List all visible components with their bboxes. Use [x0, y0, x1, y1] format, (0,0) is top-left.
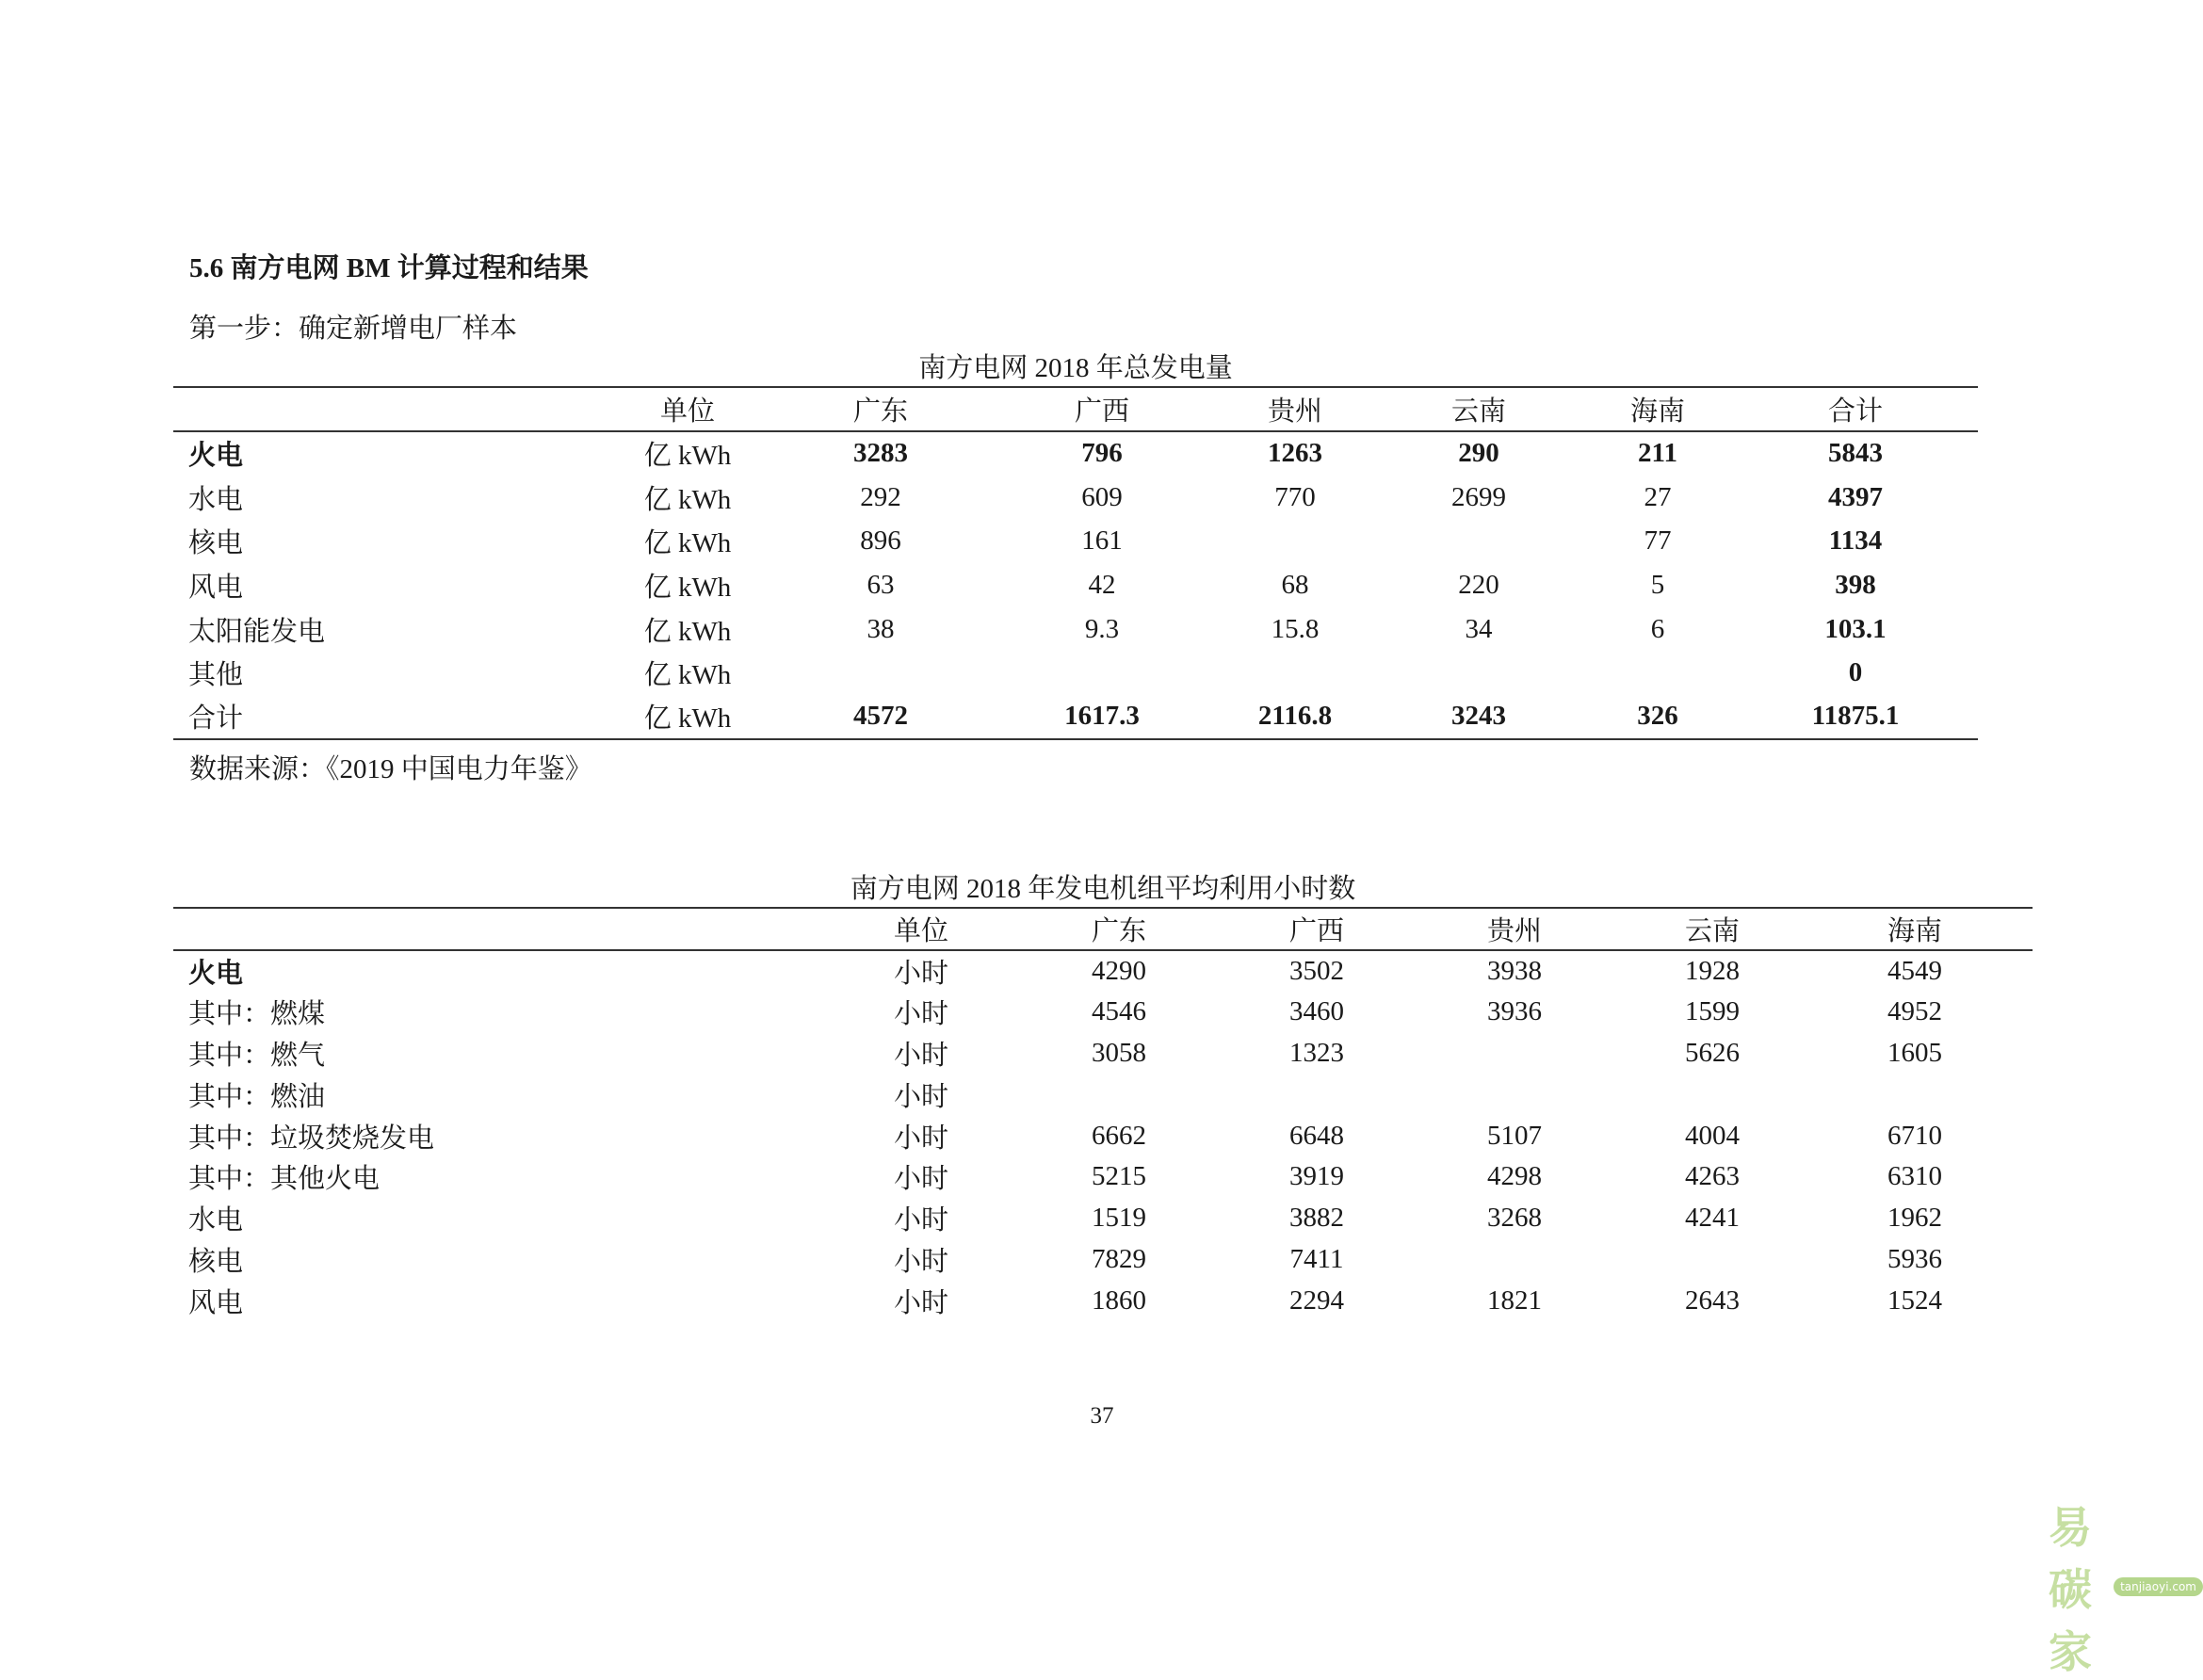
table-row	[173, 1239, 2033, 1281]
unit-cell: 亿 kWh	[643, 572, 732, 603]
value-cell: 1962	[1887, 1203, 1942, 1234]
unit-cell: 小时	[893, 1123, 948, 1154]
table-row	[173, 992, 2033, 1033]
value-cell: 1519	[1092, 1203, 1146, 1234]
value-cell: 609	[1081, 481, 1123, 512]
value-cell: 290	[1458, 438, 1499, 469]
column-header: 广西	[989, 387, 1215, 431]
value-cell	[989, 651, 1215, 695]
value-cell: 161	[1081, 525, 1123, 557]
value-cell: 77	[1644, 525, 1672, 557]
value-cell: 7829	[1092, 1243, 1146, 1274]
column-header	[173, 387, 603, 431]
header-row	[173, 387, 1978, 431]
value-cell	[1215, 519, 1375, 563]
watermark-url: tanjiaoyi.com	[2114, 1577, 2203, 1596]
table-row	[173, 1033, 2033, 1074]
value-cell: 6	[1650, 613, 1665, 644]
value-cell: 1928	[1685, 955, 1740, 986]
value-cell: 4290	[1092, 955, 1146, 986]
value-cell: 6710	[1887, 1120, 1942, 1151]
value-cell: 4263	[1685, 1161, 1740, 1192]
row-label: 风电	[188, 1287, 244, 1318]
value-cell: 5843	[1828, 438, 1883, 469]
value-cell	[1006, 1074, 1232, 1115]
value-cell: 2643	[1685, 1284, 1740, 1316]
value-cell	[1628, 1239, 1797, 1281]
value-cell: 896	[860, 525, 901, 557]
row-label: 其中：燃油	[188, 1081, 326, 1112]
value-cell: 5	[1650, 569, 1665, 600]
row-label: 其中：垃圾焚烧发电	[188, 1123, 435, 1154]
column-header: 合计	[1733, 387, 1978, 431]
value-cell: 3882	[1289, 1203, 1344, 1234]
table-row	[173, 563, 1978, 607]
table-row	[173, 1280, 2033, 1321]
unit-cell: 小时	[893, 1205, 948, 1236]
value-cell: 3460	[1289, 996, 1344, 1027]
value-cell: 3243	[1451, 701, 1506, 732]
value-cell: 4397	[1828, 481, 1883, 512]
column-header: 广西	[1232, 908, 1401, 950]
value-cell: 3283	[853, 438, 908, 469]
value-cell: 3919	[1289, 1161, 1344, 1192]
value-cell: 1605	[1887, 1037, 1942, 1068]
table-row	[173, 431, 1978, 476]
step-text: 第一步：确定新增电厂样本	[189, 314, 518, 344]
value-cell: 1263	[1268, 438, 1322, 469]
value-cell: 5107	[1487, 1120, 1542, 1151]
table-row	[173, 950, 2033, 992]
value-cell: 796	[1081, 438, 1123, 469]
value-cell: 4241	[1685, 1203, 1740, 1234]
section-heading: 5.6 南方电网 BM 计算过程和结果	[189, 253, 589, 283]
value-cell: 770	[1274, 481, 1316, 512]
row-label: 火电	[188, 441, 244, 472]
column-header	[173, 908, 836, 950]
column-header: 云南	[1628, 908, 1797, 950]
value-cell: 1323	[1289, 1037, 1344, 1068]
unit-cell: 小时	[893, 999, 948, 1030]
row-label: 核电	[188, 528, 244, 559]
column-header: 广东	[772, 387, 989, 431]
column-header: 贵州	[1401, 908, 1628, 950]
column-header: 贵州	[1215, 387, 1375, 431]
value-cell: 15.8	[1271, 613, 1320, 644]
column-header: 单位	[603, 387, 772, 431]
unit-cell: 亿 kWh	[643, 441, 732, 472]
row-label: 水电	[188, 1205, 244, 1236]
value-cell: 2699	[1451, 481, 1506, 512]
value-cell: 3936	[1487, 996, 1542, 1027]
watermark-text: 易碳家	[2049, 1502, 2093, 1677]
value-cell: 1821	[1487, 1284, 1542, 1316]
row-label: 核电	[188, 1246, 244, 1277]
column-header: 广东	[1006, 908, 1232, 950]
value-cell: 211	[1638, 438, 1677, 469]
value-cell: 68	[1281, 569, 1309, 600]
table-row	[173, 695, 1978, 739]
value-cell	[1232, 1074, 1401, 1115]
value-cell	[1401, 1033, 1628, 1074]
value-cell: 9.3	[1084, 613, 1120, 644]
value-cell	[1797, 1074, 2033, 1115]
value-cell: 326	[1637, 701, 1678, 732]
value-cell: 6310	[1887, 1161, 1942, 1192]
row-label: 其中：燃煤	[188, 999, 326, 1030]
unit-cell: 亿 kWh	[643, 616, 732, 647]
unit-cell: 小时	[893, 958, 948, 989]
value-cell: 34	[1465, 613, 1493, 644]
unit-cell: 小时	[893, 1287, 948, 1318]
unit-cell: 小时	[893, 1040, 948, 1071]
unit-cell: 小时	[893, 1246, 948, 1277]
unit-cell: 小时	[893, 1164, 948, 1195]
value-cell	[1628, 1074, 1797, 1115]
value-cell	[1375, 651, 1582, 695]
row-label: 水电	[188, 484, 244, 515]
generation-table	[173, 386, 1978, 740]
value-cell: 3268	[1487, 1203, 1542, 1234]
value-cell: 4546	[1092, 996, 1146, 1027]
column-header: 云南	[1375, 387, 1582, 431]
value-cell	[1401, 1239, 1628, 1281]
table-row	[173, 607, 1978, 652]
table-row	[173, 1198, 2033, 1239]
value-cell: 6662	[1092, 1120, 1146, 1151]
value-cell: 27	[1644, 481, 1672, 512]
value-cell: 292	[860, 481, 901, 512]
table1-caption: 南方电网 2018 年总发电量	[918, 353, 1233, 383]
value-cell: 4572	[853, 701, 908, 732]
value-cell: 3058	[1092, 1037, 1146, 1068]
column-header: 单位	[836, 908, 1006, 950]
value-cell: 5936	[1887, 1243, 1942, 1274]
row-label: 合计	[188, 703, 244, 735]
table-row	[173, 519, 1978, 563]
unit-cell: 小时	[893, 1081, 948, 1112]
value-cell	[1401, 1074, 1628, 1115]
unit-cell: 亿 kWh	[643, 528, 732, 559]
value-cell: 4549	[1887, 955, 1942, 986]
table-row	[173, 1115, 2033, 1156]
value-cell	[772, 651, 989, 695]
value-cell: 1524	[1887, 1284, 1942, 1316]
page-number: 37	[1090, 1403, 1114, 1429]
value-cell: 6648	[1289, 1120, 1344, 1151]
value-cell: 4298	[1487, 1161, 1542, 1192]
unit-cell: 亿 kWh	[643, 484, 732, 515]
value-cell: 7411	[1289, 1243, 1344, 1274]
value-cell: 5215	[1092, 1161, 1146, 1192]
header-row	[173, 908, 2033, 950]
value-cell: 2294	[1289, 1284, 1344, 1316]
value-cell: 11875.1	[1811, 701, 1900, 732]
column-header: 海南	[1582, 387, 1733, 431]
value-cell: 63	[867, 569, 895, 600]
value-cell: 4004	[1685, 1120, 1740, 1151]
value-cell: 1134	[1828, 525, 1883, 557]
value-cell: 1860	[1092, 1284, 1146, 1316]
value-cell: 220	[1458, 569, 1499, 600]
value-cell: 3502	[1289, 955, 1344, 986]
data-source-note: 数据来源：《2019 中国电力年鉴》	[189, 754, 592, 784]
value-cell: 103.1	[1824, 613, 1887, 644]
table-row	[173, 476, 1978, 520]
table2-caption: 南方电网 2018 年发电机组平均利用小时数	[850, 874, 1356, 904]
table-row	[173, 1074, 2033, 1115]
table-row	[173, 651, 1978, 695]
value-cell	[1375, 519, 1582, 563]
value-cell	[1582, 651, 1733, 695]
unit-cell: 亿 kWh	[643, 660, 732, 691]
row-label: 太阳能发电	[188, 616, 326, 647]
table-row	[173, 1156, 2033, 1198]
value-cell: 5626	[1685, 1037, 1740, 1068]
row-label: 其中：其他火电	[188, 1164, 381, 1195]
value-cell: 1617.3	[1064, 701, 1140, 732]
value-cell: 2116.8	[1257, 701, 1333, 732]
column-header: 海南	[1797, 908, 2033, 950]
value-cell: 398	[1835, 569, 1876, 600]
row-label: 其中：燃气	[188, 1040, 326, 1071]
utilization-hours-table	[173, 907, 2033, 1321]
watermark-logo	[2049, 1494, 2203, 1680]
value-cell: 4952	[1887, 996, 1942, 1027]
value-cell: 1599	[1685, 996, 1740, 1027]
value-cell: 38	[867, 613, 895, 644]
unit-cell: 亿 kWh	[643, 703, 732, 735]
row-label: 风电	[188, 572, 244, 603]
value-cell: 3938	[1487, 955, 1542, 986]
value-cell	[1215, 651, 1375, 695]
value-cell: 42	[1088, 569, 1116, 600]
row-label: 火电	[188, 958, 244, 989]
row-label: 其他	[188, 660, 244, 691]
value-cell: 0	[1848, 657, 1863, 688]
